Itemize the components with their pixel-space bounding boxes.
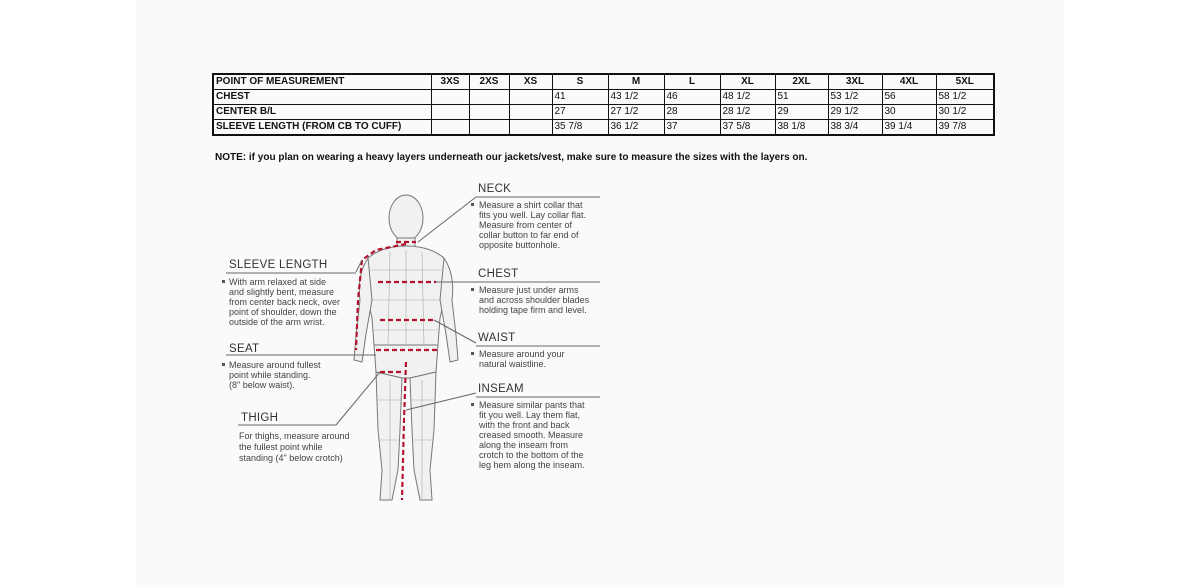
table-cell: 46 xyxy=(664,90,720,105)
table-header-cell: 4XL xyxy=(882,74,936,90)
seat-callout xyxy=(222,343,321,390)
row-label: CENTER B/L xyxy=(213,105,431,120)
table-cell: 37 xyxy=(664,120,720,136)
table-cell: 29 1/2 xyxy=(828,105,882,120)
seat-title: SEAT xyxy=(229,343,260,355)
inseam-text-7: leg hem along the inseam. xyxy=(479,460,585,470)
table-cell: 38 3/4 xyxy=(828,120,882,136)
table-header-cell: XS xyxy=(509,74,552,90)
neck-text-4: collar button to far end of xyxy=(479,230,579,240)
inseam-text-3: with the front and back xyxy=(479,420,570,430)
table-header-cell: XL xyxy=(720,74,775,90)
waist-text-2: natural waistline. xyxy=(479,359,547,369)
chest-text-2: and across shoulder blades xyxy=(479,295,590,305)
thigh-text-3: standing (4" below crotch) xyxy=(239,453,343,463)
layering-note: NOTE: if you plan on wearing a heavy layers underneath our jackets/vest, make sure to measure the sizes with the layers on. xyxy=(215,152,808,163)
table-header-cell: 2XL xyxy=(775,74,828,90)
chest-text-3: holding tape firm and level. xyxy=(479,305,587,315)
row-label: SLEEVE LENGTH (FROM CB TO CUFF) xyxy=(213,120,431,136)
table-cell: 39 1/4 xyxy=(882,120,936,136)
table-cell: 56 xyxy=(882,90,936,105)
table-cell: 30 1/2 xyxy=(936,105,994,120)
thigh-text-2: the fullest point while xyxy=(239,442,323,452)
table-header-cell: 3XL xyxy=(828,74,882,90)
table-cell: 29 xyxy=(775,105,828,120)
sleeve-text-4: point of shoulder, down the xyxy=(229,307,337,317)
seat-text-1: Measure around fullest xyxy=(229,360,321,370)
body-figure xyxy=(354,195,458,500)
table-header-cell: M xyxy=(608,74,664,90)
table-header-cell: 2XS xyxy=(469,74,509,90)
sleeve-length-callout xyxy=(222,259,356,327)
table-cell: 51 xyxy=(775,90,828,105)
table-header-cell: L xyxy=(664,74,720,90)
sleeve-length-title: SLEEVE LENGTH xyxy=(229,259,328,271)
sleeve-text-3: from center back neck, over xyxy=(229,297,341,307)
seat-text-2: point while standing. xyxy=(229,370,311,380)
table-cell: 43 1/2 xyxy=(608,90,664,105)
sleeve-text-1: With arm relaxed at side xyxy=(229,277,327,287)
chest-callout xyxy=(471,268,600,315)
waist-text-1: Measure around your xyxy=(479,349,565,359)
table-header-cell: POINT OF MEASUREMENT xyxy=(213,74,431,90)
table-cell: 48 1/2 xyxy=(720,90,775,105)
inseam-title: INSEAM xyxy=(478,383,524,395)
inseam-text-4: creased smooth. Measure xyxy=(479,430,584,440)
table-cell: 27 1/2 xyxy=(608,105,664,120)
inseam-text-6: crotch to the bottom of the xyxy=(479,450,584,460)
table-cell: 27 xyxy=(552,105,608,120)
table-cell: 30 xyxy=(882,105,936,120)
table-cell: 28 xyxy=(664,105,720,120)
seat-text-3: (8" below waist). xyxy=(229,380,295,390)
table-cell: 35 7/8 xyxy=(552,120,608,136)
inseam-text-1: Measure similar pants that xyxy=(479,400,585,410)
inseam-text-5: along the inseam from xyxy=(479,440,569,450)
thigh-title: THIGH xyxy=(241,412,279,424)
sleeve-text-5: outside of the arm wrist. xyxy=(229,317,325,327)
neck-text-5: opposite buttonhole. xyxy=(479,240,561,250)
neck-title: NECK xyxy=(478,183,512,195)
inseam-callout xyxy=(471,383,600,470)
table-header-cell: 3XS xyxy=(431,74,469,90)
table-cell: 38 1/8 xyxy=(775,120,828,136)
chest-title: CHEST xyxy=(478,268,519,280)
table-cell: 39 7/8 xyxy=(936,120,994,136)
inseam-text-2: fit you well. Lay them flat, xyxy=(479,410,581,420)
table-header-cell: S xyxy=(552,74,608,90)
table-cell: 53 1/2 xyxy=(828,90,882,105)
waist-callout xyxy=(471,332,600,369)
neck-callout xyxy=(471,183,600,250)
row-label: CHEST xyxy=(213,90,431,105)
table-cell: 41 xyxy=(552,90,608,105)
neck-text-2: fits you well. Lay collar flat. xyxy=(479,210,587,220)
table-cell: 36 1/2 xyxy=(608,120,664,136)
table-header-cell: 5XL xyxy=(936,74,994,90)
neck-text-1: Measure a shirt collar that xyxy=(479,200,583,210)
table-cell: 37 5/8 xyxy=(720,120,775,136)
thigh-text-1: For thighs, measure around xyxy=(239,431,350,441)
neck-text-3: Measure from center of xyxy=(479,220,573,230)
thigh-callout xyxy=(238,412,350,463)
sleeve-text-2: and slightly bent, measure xyxy=(229,287,335,297)
waist-title: WAIST xyxy=(478,332,516,344)
table-cell: 58 1/2 xyxy=(936,90,994,105)
chest-text-1: Measure just under arms xyxy=(479,285,579,295)
table-cell: 28 1/2 xyxy=(720,105,775,120)
